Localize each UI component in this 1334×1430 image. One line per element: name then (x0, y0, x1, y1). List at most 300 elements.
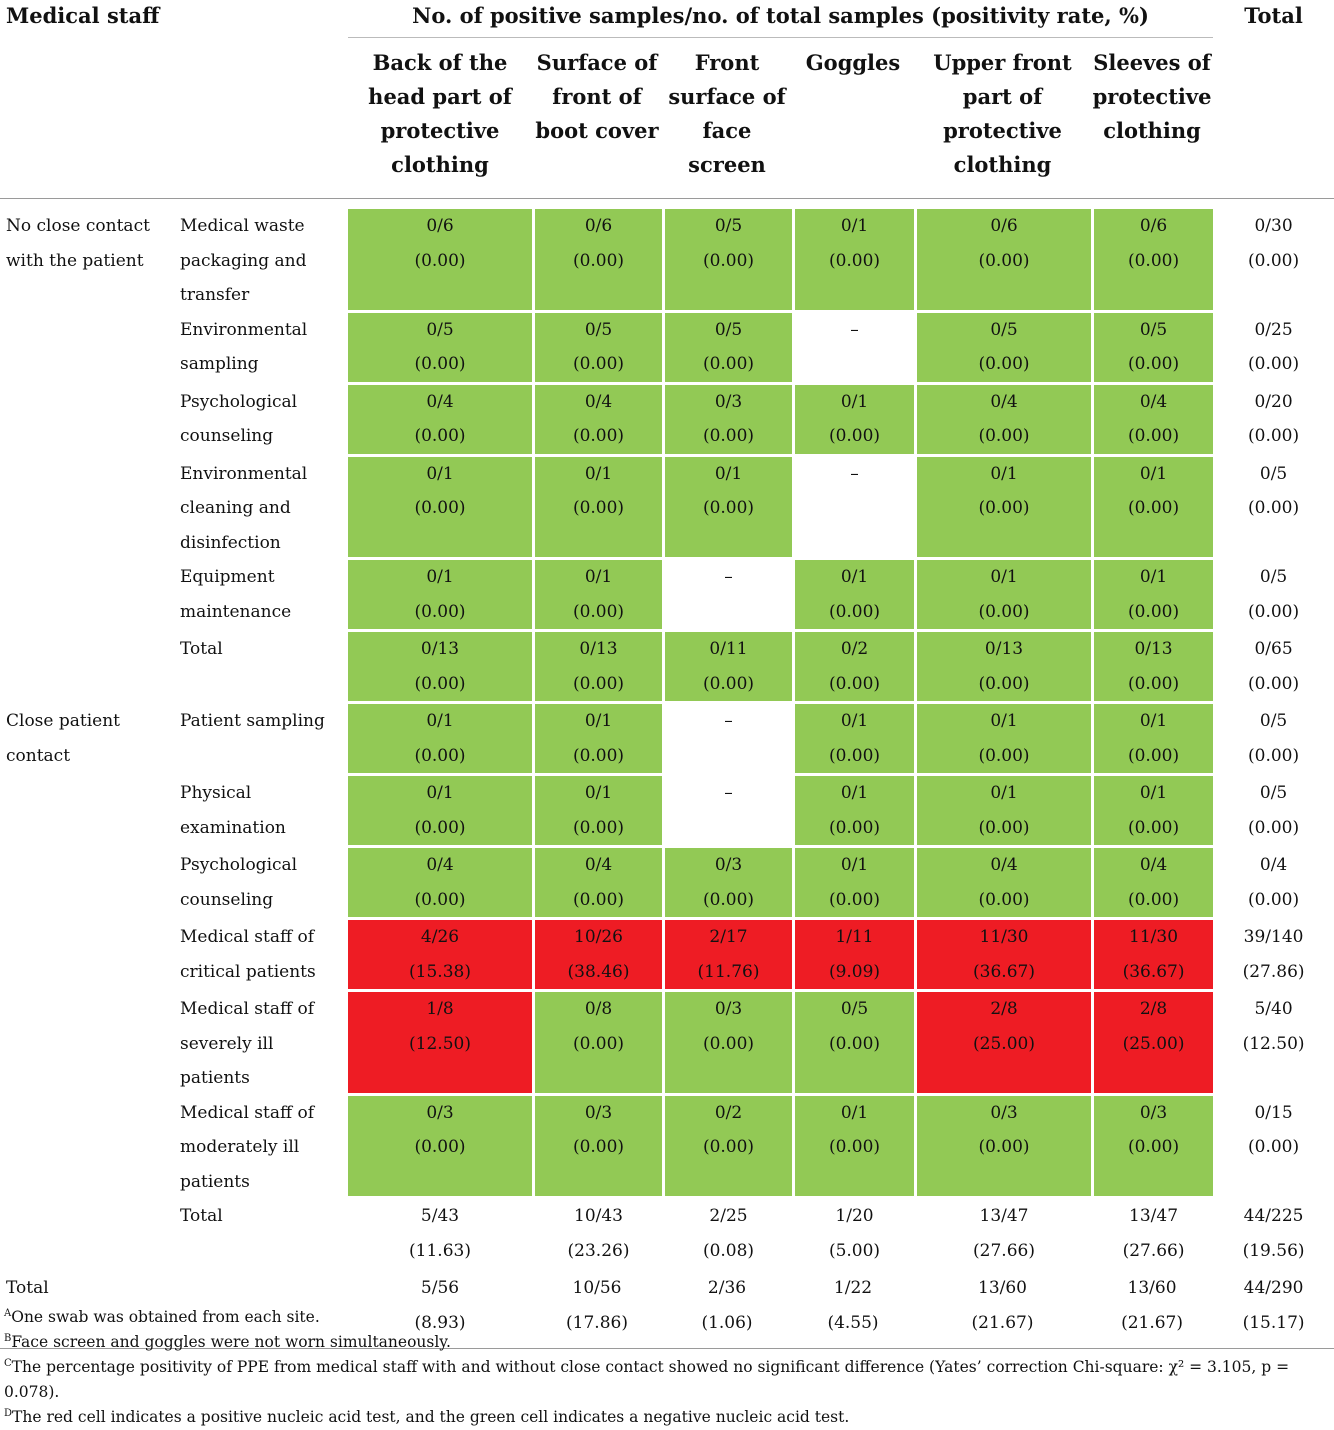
cell-rate: (0.00) (1127, 1137, 1180, 1157)
cell-rate: (0.00) (828, 745, 881, 766)
cell-rate: (0.00) (572, 426, 625, 446)
cell-count: 0/1 (840, 1102, 869, 1123)
cell-count: 1/20 (835, 1206, 874, 1226)
data-cell (792, 385, 914, 457)
data-cell (914, 920, 1091, 992)
cell-count: 0/1 (584, 711, 613, 731)
cell-count: 44/290 (1243, 1278, 1304, 1298)
cell-count: 0/13 (579, 639, 618, 659)
cell-rate: (19.56) (1242, 1240, 1305, 1261)
cell-count: 10/43 (574, 1206, 623, 1226)
table-row (0, 920, 1334, 992)
table-row (0, 560, 1334, 632)
cell-rate: (25.00) (1122, 1033, 1185, 1054)
cell-rate: (0.00) (1127, 745, 1180, 766)
row-total (1213, 920, 1334, 992)
data-cell (914, 992, 1091, 1096)
cell-count: 0/4 (426, 855, 454, 875)
cell-rate: (0.00) (572, 498, 625, 518)
cell-rate: (0.00) (1248, 889, 1300, 910)
cell-count: 0/1 (426, 711, 454, 731)
footnote (4, 1305, 1330, 1330)
table-row (0, 457, 1334, 561)
data-cell (792, 632, 914, 704)
cell-count: – (724, 711, 733, 731)
data-cell (914, 848, 1091, 920)
cell-count: 11/30 (1129, 927, 1179, 947)
cell-count: 0/3 (426, 1102, 454, 1123)
cell-count: 0/1 (1139, 567, 1168, 587)
row-label: Total (180, 639, 223, 659)
table-row (0, 704, 1334, 776)
cell-count: 0/4 (1259, 855, 1288, 875)
cell-rate: (0.00) (978, 1137, 1030, 1157)
cell-count: 39/140 (1243, 927, 1304, 947)
cell-rate: (0.00) (414, 817, 466, 838)
cell-count: 0/5 (584, 319, 613, 340)
cell-rate: (0.00) (414, 426, 466, 446)
cell-count: 0/1 (840, 567, 869, 587)
table-body (0, 209, 1334, 1349)
cell-count: 0/1 (1139, 711, 1168, 731)
cell-rate: (0.00) (1127, 354, 1180, 374)
cell-rate: (0.00) (572, 745, 625, 766)
cell-rate: (0.00) (1127, 817, 1180, 838)
row-total (1213, 560, 1334, 632)
cell-count: 0/5 (1259, 567, 1288, 587)
cell-rate: (0.00) (702, 889, 755, 910)
cell-count: 5/43 (420, 1206, 460, 1226)
cell-rate: (0.00) (702, 673, 755, 694)
header-col-sleeves: Sleeves of protective clothing (1091, 38, 1213, 199)
cell-rate: (0.00) (1127, 889, 1180, 910)
data-cell (1091, 1096, 1213, 1200)
row-label: Medical staff of critical patients (180, 927, 316, 982)
cell-rate: (21.67) (971, 1312, 1034, 1333)
footnote (4, 1355, 1330, 1405)
cell-rate: (0.00) (978, 354, 1030, 374)
footnote-mark: B (4, 1332, 12, 1344)
cell-rate: (0.00) (828, 889, 881, 910)
cell-rate: (0.00) (572, 354, 625, 374)
cell-rate: (0.08) (702, 1240, 755, 1261)
row-label: Medical staff of severely ill patients (180, 999, 314, 1088)
footnotes (4, 1305, 1330, 1430)
cell-rate: (0.00) (414, 498, 466, 518)
cell-rate: (5.00) (828, 1240, 881, 1261)
cell-rate: (0.00) (828, 1033, 881, 1054)
cell-count: 0/4 (990, 391, 1018, 412)
cell-count: 0/13 (1134, 639, 1173, 659)
cell-rate: (0.00) (978, 601, 1030, 622)
cell-rate: (1.06) (701, 1312, 753, 1333)
cell-count: 0/5 (1139, 319, 1168, 340)
data-cell (1091, 1199, 1213, 1271)
cell-count: 5/40 (1254, 999, 1293, 1019)
data-cell (792, 457, 914, 561)
data-cell (1091, 457, 1213, 561)
cell-count: 2/36 (707, 1278, 747, 1298)
data-cell (662, 560, 792, 632)
table-row (0, 848, 1334, 920)
cell-count: 0/65 (1254, 639, 1293, 659)
cell-count: 0/1 (426, 783, 454, 803)
cell-count: 13/47 (979, 1206, 1029, 1226)
data-cell (532, 560, 662, 632)
group-label: No close contact with the patient (6, 216, 150, 271)
cell-count: 5/56 (420, 1278, 460, 1298)
cell-count: 2/8 (1139, 999, 1168, 1019)
data-cell (914, 313, 1091, 385)
cell-rate: (0.00) (1248, 354, 1300, 374)
cell-rate: (0.00) (702, 250, 755, 271)
cell-rate: (0.00) (702, 354, 755, 374)
data-cell (662, 1199, 792, 1271)
cell-rate: (0.00) (414, 601, 466, 622)
cell-rate: (0.00) (978, 498, 1030, 518)
footnote-mark: A (4, 1307, 12, 1319)
cell-count: 0/4 (1139, 391, 1168, 412)
cell-count: 0/6 (584, 216, 613, 236)
cell-count: 0/2 (840, 639, 869, 659)
cell-rate: (0.00) (702, 1033, 755, 1054)
row-total (1213, 457, 1334, 561)
header-col-back-head: Back of the head part of protective clothing (348, 38, 532, 199)
data-cell (662, 385, 792, 457)
data-cell (532, 209, 662, 313)
cell-rate: (0.00) (572, 673, 625, 694)
cell-count: 1/22 (833, 1278, 873, 1298)
data-cell (914, 776, 1091, 848)
cell-rate: (0.00) (1248, 1137, 1300, 1157)
data-cell (914, 632, 1091, 704)
cell-count: 0/1 (426, 463, 454, 484)
row-label: Equipment maintenance (180, 567, 292, 622)
cell-rate: (0.00) (828, 250, 881, 271)
data-cell (532, 992, 662, 1096)
footnote (4, 1330, 1330, 1355)
footnote-text: The red cell indicates a positive nucleic acid test, and the green cell indicates a negative nucleic acid test. (12, 1408, 850, 1426)
row-total (1213, 992, 1334, 1096)
data-cell (662, 457, 792, 561)
data-cell (662, 920, 792, 992)
cell-rate: (0.00) (978, 889, 1030, 910)
data-cell (662, 1096, 792, 1200)
cell-rate: (9.09) (828, 961, 881, 982)
cell-rate: (0.00) (414, 889, 466, 910)
cell-rate: (15.38) (409, 961, 471, 982)
cell-count: 0/4 (426, 391, 454, 412)
cell-rate: (0.00) (1248, 601, 1300, 622)
cell-count: 0/13 (984, 639, 1024, 659)
cell-count: 0/1 (840, 783, 869, 803)
cell-rate: (4.55) (827, 1312, 879, 1333)
data-cell (1091, 704, 1213, 776)
data-cell (348, 848, 532, 920)
cell-count: 0/1 (990, 783, 1018, 803)
cell-rate: (0.00) (414, 673, 466, 694)
cell-rate: (11.76) (697, 961, 760, 982)
data-cell (792, 1199, 914, 1271)
header-col-upper-front: Upper front part of protective clothing (914, 38, 1091, 199)
cell-rate: (0.00) (702, 426, 755, 446)
cell-rate: (8.93) (414, 1312, 466, 1333)
data-cell (792, 313, 914, 385)
data-cell (914, 1096, 1091, 1200)
data-cell (792, 848, 914, 920)
cell-count: 0/3 (990, 1102, 1018, 1123)
cell-count: 0/1 (840, 711, 869, 731)
data-cell (662, 632, 792, 704)
data-cell (914, 560, 1091, 632)
data-cell (1091, 560, 1213, 632)
cell-rate: (0.00) (702, 1137, 755, 1157)
cell-rate: (36.67) (973, 961, 1035, 982)
cell-count: 13/47 (1129, 1206, 1179, 1226)
data-cell (532, 920, 662, 992)
cell-count: 0/15 (1254, 1102, 1293, 1123)
row-total (1213, 209, 1334, 313)
data-cell (348, 776, 532, 848)
data-cell (792, 776, 914, 848)
data-cell (792, 560, 914, 632)
cell-rate: (17.86) (566, 1312, 628, 1333)
cell-count: 2/25 (709, 1206, 748, 1226)
cell-count: 0/6 (990, 216, 1018, 236)
cell-count: 0/1 (584, 567, 613, 587)
data-cell (662, 776, 792, 848)
data-cell (792, 1096, 914, 1200)
cell-count: 10/26 (574, 927, 623, 947)
header-total: Total (1244, 3, 1303, 28)
cell-rate: (0.00) (828, 673, 881, 694)
data-cell (792, 992, 914, 1096)
cell-rate: (0.00) (978, 250, 1030, 271)
cell-rate: (0.00) (1248, 817, 1300, 838)
cell-count: 0/3 (584, 1102, 613, 1123)
group-label: Close patient contact (6, 711, 120, 766)
cell-rate: (0.00) (1248, 250, 1300, 271)
cell-count: 0/1 (990, 567, 1018, 587)
data-cell (792, 209, 914, 313)
table-row (0, 632, 1334, 704)
data-cell (532, 848, 662, 920)
cell-count: 0/20 (1254, 391, 1293, 412)
grand-total-label: Total (0, 1271, 176, 1349)
data-cell (662, 992, 792, 1096)
data-cell (532, 457, 662, 561)
cell-count: 0/4 (584, 391, 613, 412)
data-cell (348, 704, 532, 776)
cell-count: 0/6 (1139, 216, 1168, 236)
data-cell (792, 704, 914, 776)
cell-count: – (850, 463, 859, 484)
data-cell (348, 457, 532, 561)
cell-rate: (0.00) (702, 498, 755, 518)
cell-count: 0/11 (709, 639, 748, 659)
data-cell (1091, 992, 1213, 1096)
data-cell (348, 920, 532, 992)
data-cell (532, 385, 662, 457)
cell-count: 0/13 (420, 639, 460, 659)
row-label: Physical examination (180, 783, 286, 838)
cell-count: 13/60 (1127, 1278, 1177, 1298)
cell-rate: (12.50) (409, 1033, 471, 1054)
cell-rate: (11.63) (409, 1240, 471, 1261)
cell-count: 0/1 (1139, 783, 1168, 803)
cell-count: 44/225 (1243, 1206, 1304, 1226)
cell-rate: (0.00) (1248, 426, 1300, 446)
cell-rate: (0.00) (1127, 498, 1180, 518)
data-cell (532, 776, 662, 848)
cell-count: 0/5 (1259, 783, 1288, 803)
cell-count: 0/3 (1139, 1102, 1168, 1123)
data-cell (1091, 776, 1213, 848)
cell-count: 13/60 (978, 1278, 1027, 1298)
cell-rate: (27.86) (1242, 961, 1305, 982)
table-row (0, 385, 1334, 457)
cell-count: 0/5 (714, 319, 743, 340)
cell-rate: (0.00) (572, 250, 625, 271)
cell-count: 0/1 (426, 567, 454, 587)
cell-count: 0/5 (714, 216, 743, 236)
row-total (1213, 1096, 1334, 1200)
header-col-face-screen: Front surface of face screen (662, 38, 792, 199)
cell-rate: (0.00) (978, 673, 1030, 694)
cell-count: 2/8 (990, 999, 1018, 1019)
data-cell (532, 1096, 662, 1200)
data-cell (914, 209, 1091, 313)
cell-count: 1/11 (835, 927, 874, 947)
cell-count: 0/1 (840, 855, 869, 875)
cell-count: 0/1 (840, 391, 869, 412)
data-cell (914, 385, 1091, 457)
row-total (1213, 632, 1334, 704)
cell-rate: (0.00) (1127, 601, 1180, 622)
cell-rate: (25.00) (973, 1033, 1035, 1054)
cell-rate: (15.17) (1242, 1312, 1305, 1333)
data-cell (348, 632, 532, 704)
data-cell (1091, 209, 1213, 313)
data-cell (662, 704, 792, 776)
row-label: Total (180, 1206, 223, 1226)
row-total (1213, 776, 1334, 848)
cell-count: 0/4 (990, 855, 1018, 875)
cell-rate: (0.00) (1248, 498, 1300, 518)
table-row (0, 313, 1334, 385)
cell-rate: (0.00) (1127, 426, 1180, 446)
data-cell (1091, 920, 1213, 992)
cell-count: 0/5 (1259, 711, 1288, 731)
cell-rate: (0.00) (828, 817, 881, 838)
cell-count: 0/4 (584, 855, 613, 875)
data-cell (532, 1199, 662, 1271)
cell-count: 0/1 (1139, 463, 1168, 484)
row-total (1213, 704, 1334, 776)
cell-rate: (0.00) (414, 745, 466, 766)
footnote-text: One swab was obtained from each site. (11, 1308, 320, 1326)
row-total (1213, 1199, 1334, 1271)
cell-count: 0/5 (426, 319, 454, 340)
cell-count: 10/56 (572, 1278, 622, 1298)
footnote-text: The percentage positivity of PPE from medical staff with and without close contact showed no significant difference (Yates’ correction Chi-square: χ² = 3.105, p = 0.078). (4, 1358, 1290, 1401)
cell-count: 0/30 (1254, 216, 1293, 236)
cell-count: 0/3 (714, 855, 743, 875)
data-cell (792, 920, 914, 992)
data-cell (348, 1096, 532, 1200)
data-cell (662, 313, 792, 385)
table-row (0, 992, 1334, 1096)
data-cell (348, 560, 532, 632)
cell-rate: (0.00) (978, 817, 1030, 838)
cell-count: 0/8 (584, 999, 613, 1019)
cell-count: – (724, 783, 733, 803)
cell-rate: (0.00) (1127, 673, 1180, 694)
data-cell (532, 704, 662, 776)
header-col-boot-cover: Surface of front of boot cover (532, 38, 662, 199)
footnote-mark: D (4, 1407, 13, 1419)
row-label: Medical waste packaging and transfer (180, 216, 307, 305)
data-cell (914, 704, 1091, 776)
cell-rate: (0.00) (572, 889, 625, 910)
cell-count: 0/5 (1259, 463, 1288, 484)
row-label: Environmental sampling (180, 319, 308, 374)
cell-rate: (21.67) (1121, 1312, 1183, 1333)
cell-count: – (850, 319, 859, 340)
data-cell (532, 632, 662, 704)
data-cell (662, 848, 792, 920)
data-cell (1091, 313, 1213, 385)
cell-count: 0/4 (1139, 855, 1168, 875)
cell-rate: (27.66) (1122, 1240, 1185, 1261)
row-total (1213, 385, 1334, 457)
cell-count: 0/1 (990, 711, 1018, 731)
cell-rate: (0.00) (828, 426, 881, 446)
row-label: Environmental cleaning and disinfection (180, 463, 308, 553)
cell-count: 0/1 (990, 463, 1018, 484)
row-total (1213, 313, 1334, 385)
cell-rate: (0.00) (572, 601, 625, 622)
table-row (0, 1096, 1334, 1200)
cell-rate: (27.66) (973, 1240, 1035, 1261)
cell-rate: (0.00) (1248, 745, 1300, 766)
row-label: Patient sampling (180, 711, 325, 731)
cell-rate: (0.00) (414, 250, 466, 271)
cell-rate: (36.67) (1122, 961, 1185, 982)
cell-rate: (0.00) (572, 1033, 625, 1054)
cell-count: 0/1 (584, 463, 613, 484)
row-total (1213, 848, 1334, 920)
cell-count: – (724, 567, 733, 587)
data-cell (914, 457, 1091, 561)
cell-count: 4/26 (420, 927, 460, 947)
data-cell (1091, 385, 1213, 457)
cell-rate: (0.00) (978, 426, 1030, 446)
cell-count: 1/8 (426, 999, 454, 1019)
data-cell (348, 385, 532, 457)
cell-count: 0/5 (990, 319, 1018, 340)
table-row (0, 209, 1334, 313)
cell-rate: (23.26) (567, 1240, 630, 1261)
header-medical-staff: Medical staff (6, 3, 160, 28)
cell-rate: (0.00) (1127, 250, 1180, 271)
cell-count: 0/1 (584, 783, 613, 803)
cell-count: 0/3 (714, 391, 743, 412)
footnote-mark: C (4, 1357, 12, 1369)
row-label: Psychological counseling (180, 391, 298, 446)
cell-count: 0/1 (714, 463, 743, 484)
cell-count: 0/5 (840, 999, 869, 1019)
